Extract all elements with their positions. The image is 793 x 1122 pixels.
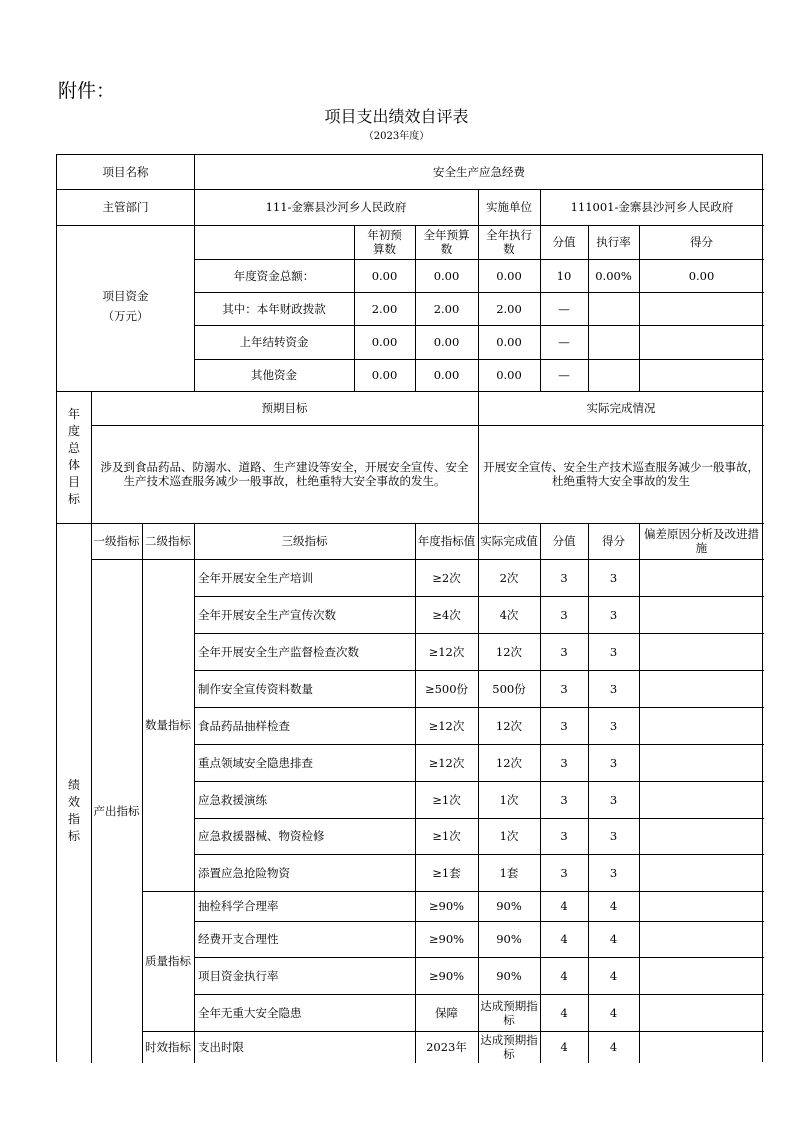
indicator-actual: 500份 — [492, 681, 526, 696]
indicator-name: 抽检科学合理率 — [198, 899, 279, 913]
indicator-target: ≥12次 — [428, 718, 465, 733]
indicator-note — [639, 781, 764, 818]
indicator-actual: 12次 — [495, 755, 523, 770]
funds-row-score — [639, 325, 764, 359]
funds-row-score: 0.00 — [688, 268, 715, 283]
indicator-target: 保障 — [435, 1005, 458, 1020]
indicator-note — [639, 670, 764, 707]
expected-goal-header: 预期目标 — [261, 401, 308, 415]
actual-result-text: 开展安全宣传、安全生产技术巡查服务减少一般事故，杜绝重特大安全事故的发生 — [483, 460, 759, 488]
indicator-value: 3 — [560, 570, 568, 585]
indicator-header-4: 实际完成值 — [480, 534, 538, 548]
indicator-target: ≥2次 — [432, 570, 461, 585]
indicator-note — [639, 818, 764, 854]
level2-indicator: 时效指标 — [145, 1040, 191, 1054]
indicator-header-3: 年度指标值 — [417, 534, 476, 548]
actual-result-header: 实际完成情况 — [586, 401, 656, 415]
indicator-value: 3 — [560, 644, 568, 659]
indicator-name: 应急救援演练 — [198, 792, 267, 807]
indicator-actual: 1套 — [499, 865, 519, 880]
funds-row-initial: 0.00 — [371, 335, 398, 349]
goals-label: 年度总体目标 — [67, 407, 80, 506]
indicator-target: ≥12次 — [428, 755, 465, 770]
indicator-note — [639, 921, 764, 957]
indicator-value: 3 — [560, 681, 568, 696]
indicator-actual: 12次 — [495, 718, 523, 733]
indicator-score: 3 — [609, 792, 618, 807]
indicator-name: 全年开展安全生产监督检查次数 — [198, 644, 359, 659]
indicator-name: 项目资金执行率 — [198, 968, 279, 983]
indicator-score: 4 — [609, 899, 618, 913]
funds-row-annual: 2.00 — [433, 301, 460, 316]
indicator-header-7: 偏差原因分析及改进措施 — [644, 527, 759, 555]
self-evaluation-table — [56, 154, 763, 1062]
indicator-header-2: 三级指标 — [281, 534, 328, 548]
indicator-note — [639, 559, 764, 596]
indicator-name: 全年开展安全生产培训 — [198, 570, 313, 585]
indicator-actual: 90% — [496, 968, 522, 983]
indicator-target: ≥1次 — [432, 829, 461, 843]
dept-label: 主管部门 — [102, 200, 149, 214]
indicator-note — [639, 891, 764, 921]
indicator-actual: 1次 — [499, 792, 519, 807]
funds-header-0: 年初预算数 — [367, 228, 402, 256]
expected-goal-text: 涉及到食品药品、防溺水、道路、生产建设等安全，开展安全宣传、安全生产技术巡查服务减少一般事故，杜绝重特大安全事故的发生。 — [100, 460, 469, 488]
funds-row-initial: 0.00 — [371, 368, 398, 382]
indicator-actual: 1次 — [499, 829, 519, 843]
funds-row-score_value: — — [558, 301, 570, 316]
indicator-score: 3 — [609, 718, 618, 733]
indicator-score: 3 — [609, 865, 618, 880]
indicator-value: 3 — [560, 755, 568, 770]
indicator-actual: 2次 — [499, 570, 519, 585]
funds-row-rate — [588, 325, 639, 359]
indicator-value: 4 — [560, 1040, 568, 1054]
indicator-note — [639, 957, 764, 994]
indicator-target: ≥90% — [428, 899, 465, 913]
funds-row-score_value: 10 — [556, 268, 572, 283]
indicator-score: 4 — [609, 1040, 618, 1054]
funds-row-name: 上年结转资金 — [239, 335, 309, 349]
indicator-note — [639, 994, 764, 1031]
indicators-label-cell — [57, 559, 91, 1063]
indicator-score: 4 — [609, 1005, 618, 1020]
indicator-name: 添置应急抢险物资 — [198, 865, 290, 880]
indicator-value: 3 — [560, 865, 568, 880]
funds-row-executed: 0.00 — [496, 268, 522, 283]
indicator-score: 3 — [609, 755, 618, 770]
indicator-target: ≥1套 — [432, 865, 461, 880]
indicator-note — [639, 744, 764, 781]
indicator-value: 4 — [560, 1005, 568, 1020]
indicator-actual: 达成预期指标 — [480, 998, 538, 1027]
indicator-score: 3 — [609, 644, 618, 659]
indicator-name: 全年无重大安全隐患 — [198, 1005, 302, 1020]
indicator-name: 支出时限 — [198, 1040, 244, 1054]
indicator-score: 3 — [609, 681, 618, 696]
indicators-label: 绩效指标 — [67, 778, 80, 843]
funds-row-executed: 2.00 — [496, 301, 522, 316]
funds-header-2: 全年执行数 — [486, 228, 532, 256]
funds-row-rate — [588, 359, 639, 391]
page-subtitle: （2023年度） — [363, 131, 430, 142]
indicator-actual: 达成预期指标 — [480, 1033, 538, 1061]
project-name-label: 项目名称 — [102, 165, 149, 179]
level2-indicator: 数量指标 — [145, 718, 191, 732]
funds-row-name: 其中：本年财政拨款 — [222, 301, 326, 316]
impl-label: 实施单位 — [486, 200, 532, 214]
funds-row-score — [639, 359, 764, 391]
indicator-note — [639, 854, 764, 891]
funds-row-initial: 2.00 — [371, 301, 398, 316]
indicator-target: ≥90% — [428, 968, 465, 983]
funds-header-4: 执行率 — [596, 235, 631, 249]
indicator-target: ≥4次 — [432, 607, 461, 622]
funds-label-line2: （万元） — [102, 309, 149, 323]
indicator-score: 3 — [609, 829, 618, 843]
funds-row-score_value: — — [558, 335, 570, 349]
level1-indicator: 产出指标 — [93, 804, 140, 818]
indicator-value: 3 — [560, 792, 568, 807]
indicator-value: 3 — [560, 607, 568, 622]
goals-label-cell — [57, 391, 91, 523]
indicator-target: ≥500份 — [424, 681, 469, 696]
indicator-note — [639, 707, 764, 744]
indicator-actual: 90% — [496, 932, 522, 946]
funds-label-line1: 项目资金 — [102, 289, 149, 303]
indicator-value: 4 — [560, 932, 568, 946]
indicator-actual: 12次 — [495, 644, 523, 659]
indicator-name: 制作安全宣传资料数量 — [198, 681, 313, 696]
funds-header-3: 分值 — [552, 235, 576, 249]
indicator-note — [639, 596, 764, 633]
dept-value: 111-金寨县沙河乡人民政府 — [265, 200, 407, 214]
project-name-value: 安全生产应急经费 — [433, 165, 525, 179]
indicator-target: ≥12次 — [428, 644, 465, 659]
funds-row-score_value: — — [558, 368, 570, 382]
indicator-header-5: 分值 — [552, 534, 576, 548]
funds-row-executed: 0.00 — [496, 335, 522, 349]
indicator-value: 3 — [560, 829, 568, 843]
indicator-target: 2023年 — [426, 1040, 467, 1054]
indicator-name: 重点领域安全隐患排查 — [198, 755, 313, 770]
indicator-score: 3 — [609, 607, 618, 622]
indicator-score: 4 — [609, 968, 618, 983]
funds-row-score — [639, 292, 764, 325]
funds-row-rate — [588, 292, 639, 325]
funds-row-annual: 0.00 — [433, 335, 460, 349]
impl-value: 111001-金寨县沙河乡人民政府 — [570, 200, 734, 214]
indicator-note — [639, 1031, 764, 1063]
indicator-header-6: 得分 — [602, 534, 625, 548]
funds-header-1: 全年预算数 — [423, 228, 470, 256]
indicator-name: 应急救援器械、物资检修 — [198, 829, 325, 843]
funds-row-name: 年度资金总额： — [233, 268, 315, 283]
level2-indicator: 质量指标 — [145, 954, 191, 968]
indicator-value: 3 — [560, 718, 568, 733]
indicator-score: 4 — [609, 932, 618, 946]
funds-row-annual: 0.00 — [433, 368, 460, 382]
funds-row-executed: 0.00 — [496, 368, 522, 382]
indicator-actual: 90% — [496, 899, 522, 913]
indicator-value: 4 — [560, 899, 568, 913]
indicator-target: ≥1次 — [432, 792, 461, 807]
indicator-score: 3 — [609, 570, 618, 585]
indicator-value: 4 — [560, 968, 568, 983]
indicator-actual: 4次 — [499, 607, 519, 622]
funds-header-5: 得分 — [690, 235, 713, 249]
indicator-target: ≥90% — [428, 932, 465, 946]
page-title: 项目支出绩效自评表 — [324, 107, 469, 126]
funds-row-initial: 0.00 — [371, 268, 398, 283]
indicator-header-0: 一级指标 — [93, 534, 140, 548]
funds-row-rate: 0.00% — [595, 268, 632, 283]
indicator-note — [639, 633, 764, 670]
indicator-header-1: 二级指标 — [145, 534, 191, 548]
funds-row-name: 其他资金 — [251, 368, 297, 382]
indicator-name: 全年开展安全生产宣传次数 — [198, 607, 336, 622]
indicator-name: 经费开支合理性 — [198, 932, 279, 946]
attachment-label: 附件： — [58, 80, 116, 102]
funds-row-annual: 0.00 — [433, 268, 460, 283]
indicator-name: 食品药品抽样检查 — [198, 718, 290, 733]
